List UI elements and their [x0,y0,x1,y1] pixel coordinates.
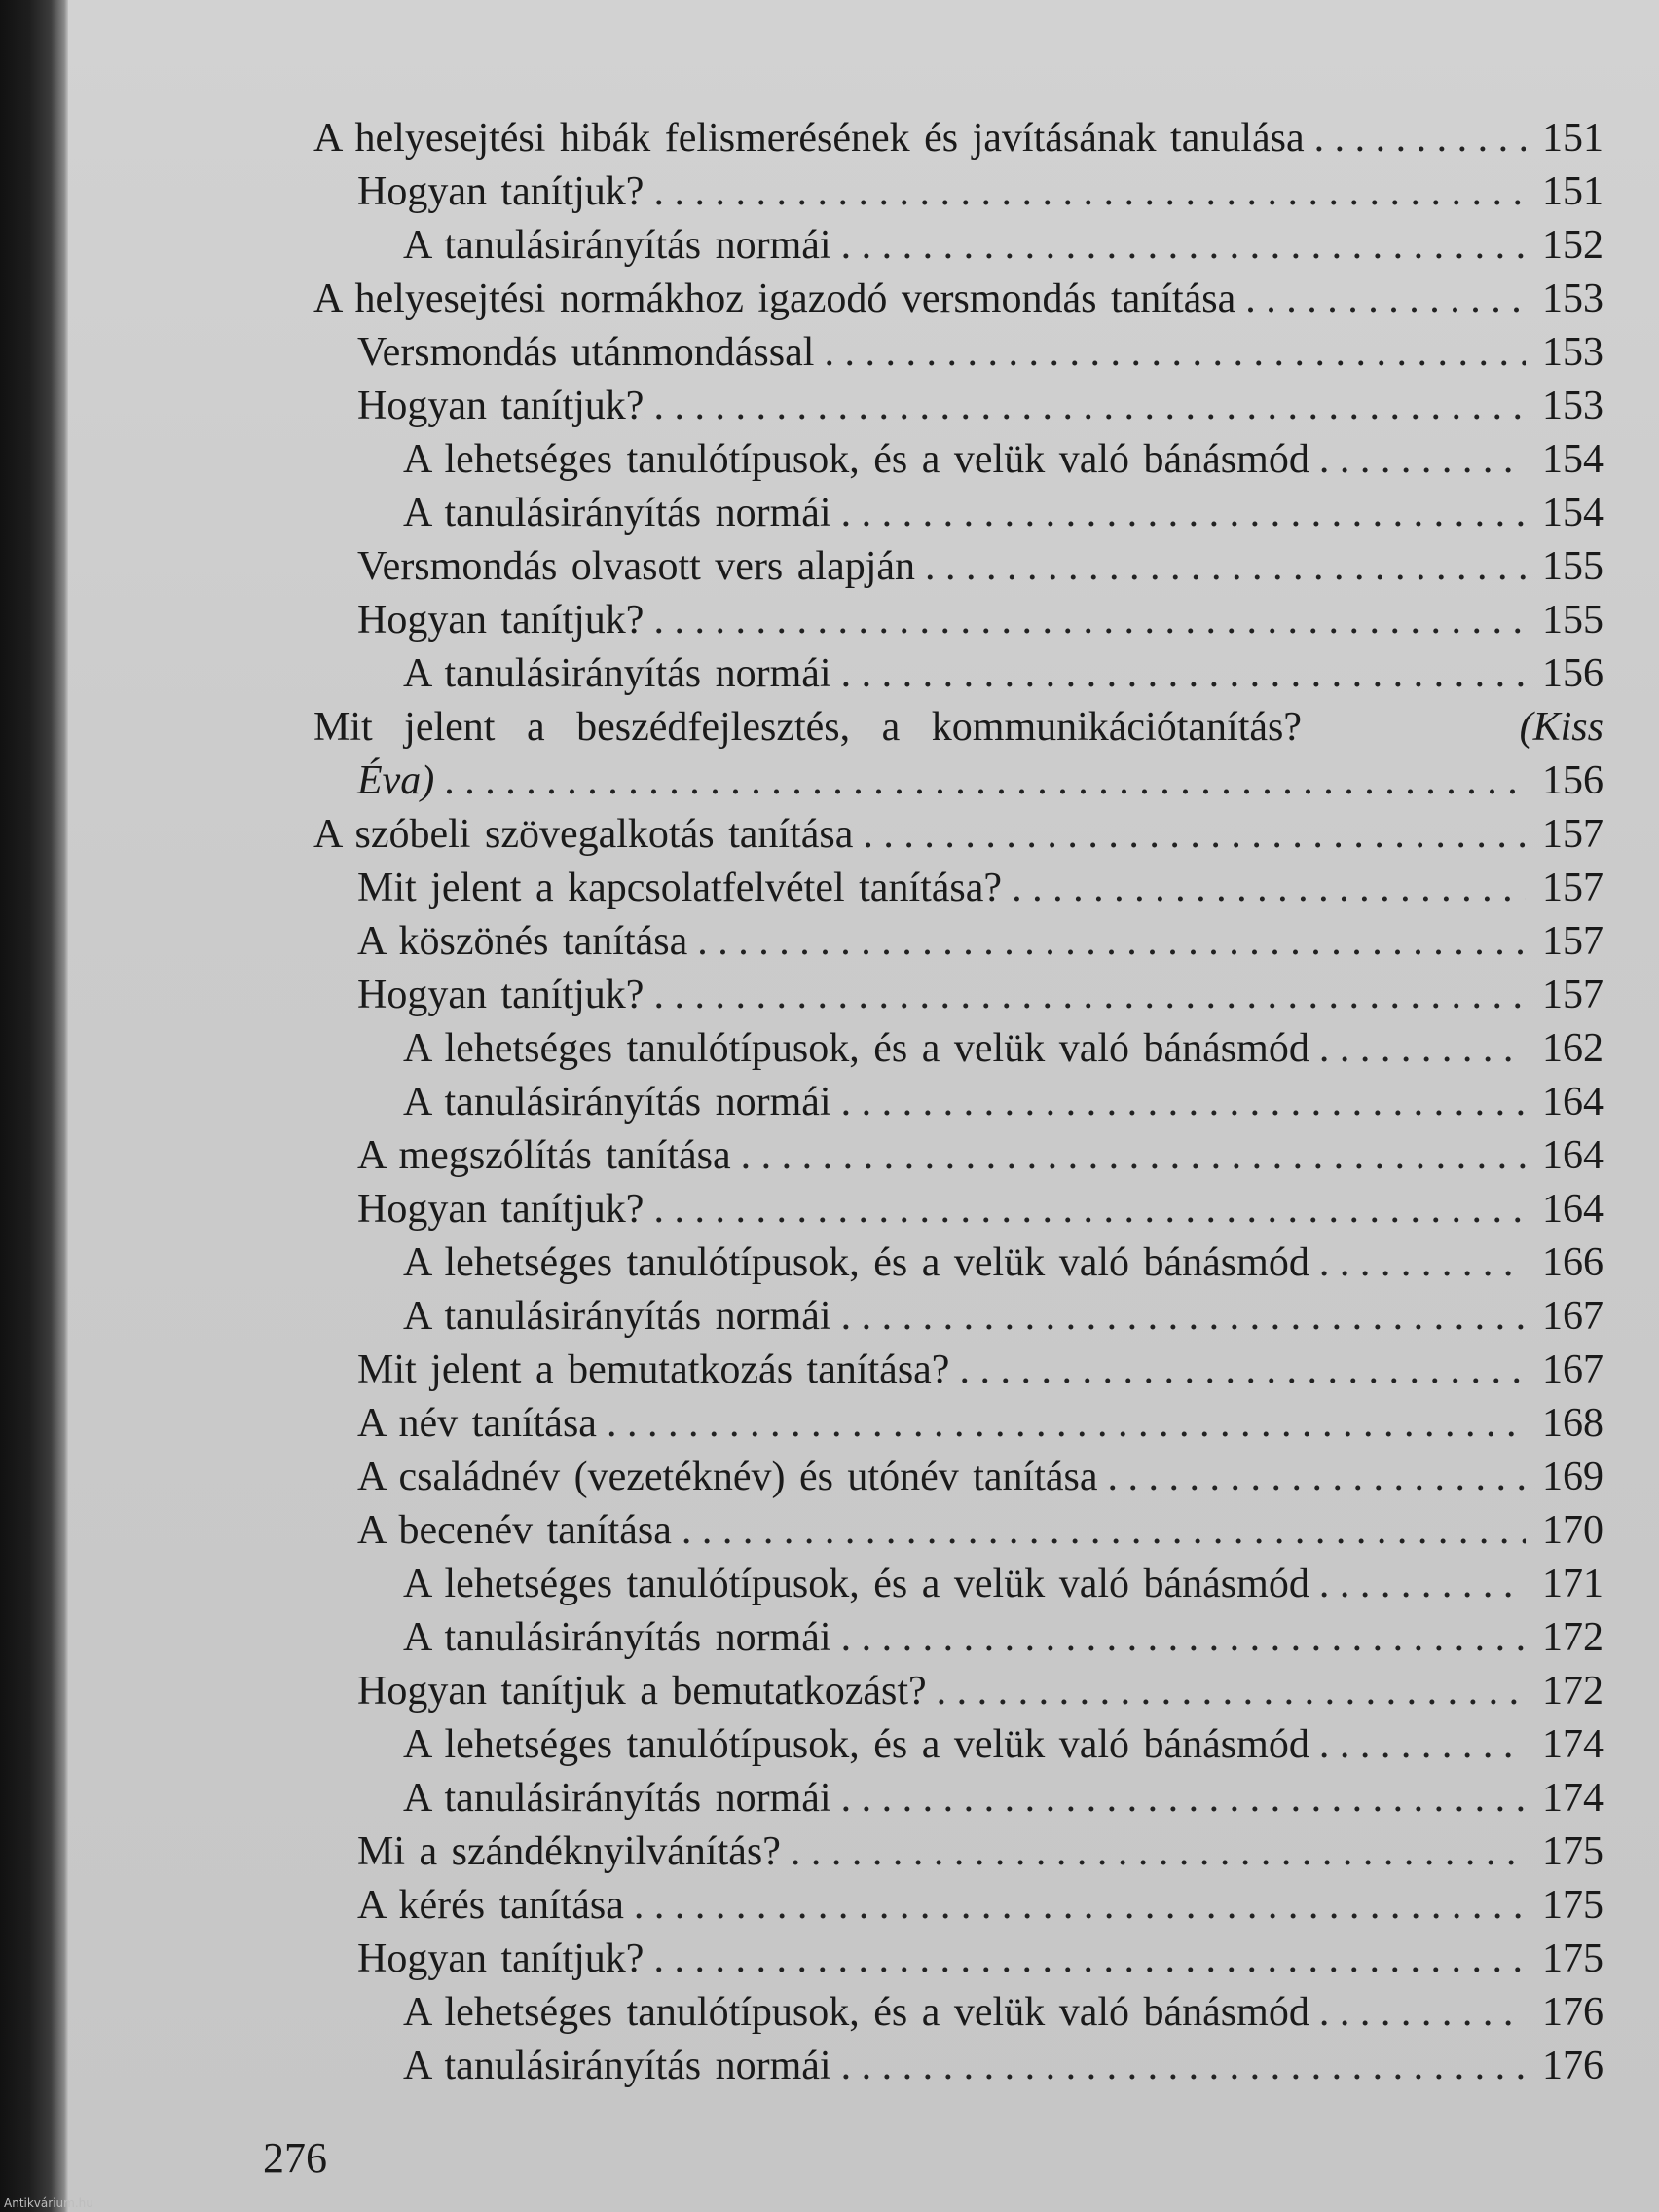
toc-entry-title: Hogyan tanítjuk? [357,169,645,214]
toc-entry [313,1022,1604,1076]
toc-dot-leader [841,1772,1526,1825]
toc-entry-page: 153 [1542,384,1604,428]
toc-entry [313,1504,1604,1558]
toc-entry-page: 157 [1542,973,1604,1017]
toc-entry [313,915,1604,969]
toc-entry [313,487,1604,540]
toc-entry-title: A tanulásirányítás normái [403,1080,831,1124]
toc-entry-page: 156 [1542,651,1604,696]
toc-entry-page: 157 [1542,812,1604,857]
toc-dot-leader [653,380,1526,433]
toc-entry-title: A becenév tanítása [357,1508,672,1553]
toc-dot-leader [653,1183,1526,1236]
toc-entry [313,326,1604,380]
toc-entry-page: 157 [1542,919,1604,964]
toc-entry-title: Mi a szándéknyilvánítás? [357,1829,781,1874]
toc-entry-page: 171 [1542,1562,1604,1606]
toc-entry [313,1718,1604,1772]
toc-entry-page: 164 [1542,1080,1604,1124]
toc-entry-title: Hogyan tanítjuk? [357,598,645,643]
toc-dot-leader [791,1825,1526,1879]
toc-entry [313,380,1604,433]
toc-entry-wrapped-second-line [313,755,1604,808]
toc-entry-page: 172 [1542,1669,1604,1714]
toc-entry-title: A tanulásirányítás normái [403,491,831,535]
toc-entry-title: A lehetséges tanulótípusok, és a velük való bánásmód [403,437,1309,482]
toc-entry [313,969,1604,1022]
toc-dot-leader [697,915,1526,969]
toc-entry-page: 154 [1542,491,1604,535]
toc-entry-title: Mit jelent a kapcsolatfelvétel tanítása? [357,866,1003,910]
toc-dot-leader [1319,433,1526,487]
toc-entry [313,1611,1604,1665]
toc-entry-title: Versmondás olvasott vers alapján [357,544,916,589]
toc-dot-leader [1319,1986,1526,2040]
toc-entry-title: A szóbeli szövegalkotás tanítása [313,812,854,857]
toc-entry-page: 153 [1542,276,1604,321]
toc-dot-leader [1012,862,1526,915]
toc-entry [313,647,1604,701]
toc-entry-title: A kérés tanítása [357,1883,624,1928]
toc-entry-page: 156 [1542,758,1604,803]
toc-entry-title: Hogyan tanítjuk? [357,1936,645,1981]
toc-entry-title: Hogyan tanítjuk? [357,973,645,1017]
toc-entry [313,1397,1604,1451]
book-spine-shadow [0,0,68,2212]
toc-entry [313,1076,1604,1129]
toc-entry [313,166,1604,219]
toc-entry [313,1183,1604,1236]
toc-entry [313,808,1604,862]
toc-entry-page: 169 [1542,1455,1604,1499]
toc-dot-leader [925,540,1526,594]
toc-entry-page: 168 [1542,1401,1604,1446]
toc-dot-leader [653,594,1526,647]
toc-entry [313,1129,1604,1183]
toc-entry-page: 175 [1542,1883,1604,1928]
toc-dot-leader [634,1879,1526,1933]
toc-entry-title: A tanulásirányítás normái [403,2044,831,2088]
toc-entry-title: A lehetséges tanulótípusok, és a velük való bánásmód [403,1240,1309,1285]
toc-entry [313,1772,1604,1825]
toc-entry-title: A tanulásirányítás normái [403,1294,831,1339]
toc-entry-page: 164 [1542,1187,1604,1232]
toc-dot-leader [824,326,1526,380]
toc-entry-title: A megszólítás tanítása [357,1133,731,1178]
table-of-contents [313,112,1604,2093]
toc-entry [313,1879,1604,1933]
toc-entry-author: (Kiss [1519,705,1604,750]
toc-entry-title: A lehetséges tanulótípusok, és a velük való bánásmód [403,1562,1309,1606]
toc-entry-wrapped-first-line [313,701,1604,755]
toc-entry-page: 167 [1542,1294,1604,1339]
toc-entry-page: 154 [1542,437,1604,482]
toc-entry-page: 170 [1542,1508,1604,1553]
toc-entry-page: 151 [1542,169,1604,214]
toc-entry [313,2040,1604,2093]
toc-entry-page: 164 [1542,1133,1604,1178]
toc-dot-leader [841,219,1526,273]
toc-dot-leader [1319,1236,1526,1290]
toc-entry [313,273,1604,326]
page-number: 276 [263,2134,327,2182]
toc-entry [313,862,1604,915]
toc-entry-page: 153 [1542,330,1604,375]
toc-dot-leader [653,166,1526,219]
toc-entry-title: A családnév (vezetéknév) és utónév tanítása [357,1455,1098,1499]
toc-entry-page: 162 [1542,1026,1604,1071]
toc-entry-title: Mit jelent a beszédfejlesztés, a kommunikációtanítás? [313,705,1303,750]
toc-entry-page: 176 [1542,1990,1604,2035]
toc-dot-leader [741,1129,1526,1183]
toc-entry [313,1825,1604,1879]
toc-dot-leader [841,1290,1526,1344]
toc-entry-page: 167 [1542,1347,1604,1392]
toc-dot-leader [653,1933,1526,1986]
toc-entry-title: A tanulásirányítás normái [403,223,831,268]
toc-entry-title: A lehetséges tanulótípusok, és a velük való bánásmód [403,1026,1309,1071]
toc-entry [313,1290,1604,1344]
toc-entry-page: 176 [1542,2044,1604,2088]
toc-entry-title: Hogyan tanítjuk? [357,1187,645,1232]
watermark: Antikvárium.hu [4,2196,93,2210]
toc-dot-leader [1108,1451,1526,1504]
toc-entry-title: Versmondás utánmondással [357,330,815,375]
toc-dot-leader [1319,1558,1526,1611]
toc-entry [313,1344,1604,1397]
toc-dot-leader [444,755,1526,808]
toc-entry-title: A lehetséges tanulótípusok, és a velük való bánásmód [403,1722,1309,1767]
toc-entry-author: Éva) [357,758,435,803]
toc-dot-leader [841,647,1526,701]
toc-dot-leader [653,969,1526,1022]
toc-entry-title: A név tanítása [357,1401,597,1446]
toc-entry-page: 151 [1542,116,1604,161]
toc-entry-page: 175 [1542,1829,1604,1874]
toc-entry [313,1665,1604,1718]
toc-entry [313,540,1604,594]
toc-entry-title: A helyesejtési normákhoz igazodó versmondás tanítása [313,276,1236,321]
toc-entry [313,594,1604,647]
toc-dot-leader [682,1504,1526,1558]
toc-entry-title: A tanulásirányítás normái [403,1615,831,1660]
toc-dot-leader [841,487,1526,540]
toc-dot-leader [1245,273,1526,326]
toc-entry-page: 155 [1542,598,1604,643]
toc-entry-page: 166 [1542,1240,1604,1285]
toc-entry-page: 174 [1542,1776,1604,1821]
toc-entry-title: A lehetséges tanulótípusok, és a velük való bánásmód [403,1990,1309,2035]
toc-dot-leader [1319,1718,1526,1772]
toc-entry-title: A tanulásirányítás normái [403,1776,831,1821]
toc-entry [313,433,1604,487]
toc-dot-leader [841,1076,1526,1129]
toc-entry-page: 172 [1542,1615,1604,1660]
toc-entry [313,1236,1604,1290]
toc-entry [313,219,1604,273]
toc-entry-page: 152 [1542,223,1604,268]
toc-dot-leader [607,1397,1526,1451]
toc-dot-leader [863,808,1526,862]
toc-entry [313,1558,1604,1611]
toc-dot-leader [937,1665,1526,1718]
toc-dot-leader [841,2040,1526,2093]
toc-dot-leader [1314,112,1526,166]
toc-entry-title: A köszönés tanítása [357,919,688,964]
toc-entry [313,112,1604,166]
toc-entry-page: 175 [1542,1936,1604,1981]
toc-entry-page: 155 [1542,544,1604,589]
toc-entry-page: 157 [1542,866,1604,910]
toc-entry-title: Mit jelent a bemutatkozás tanítása? [357,1347,950,1392]
toc-entry [313,1451,1604,1504]
toc-entry-title: Hogyan tanítjuk a bemutatkozást? [357,1669,927,1714]
toc-entry [313,1933,1604,1986]
toc-dot-leader [959,1344,1526,1397]
toc-entry-title: A tanulásirányítás normái [403,651,831,696]
toc-entry-title: A helyesejtési hibák felismerésének és javításának tanulása [313,116,1305,161]
toc-entry [313,1986,1604,2040]
toc-dot-leader [1319,1022,1526,1076]
toc-dot-leader [841,1611,1526,1665]
toc-entry-page: 174 [1542,1722,1604,1767]
toc-entry-title: Hogyan tanítjuk? [357,384,645,428]
